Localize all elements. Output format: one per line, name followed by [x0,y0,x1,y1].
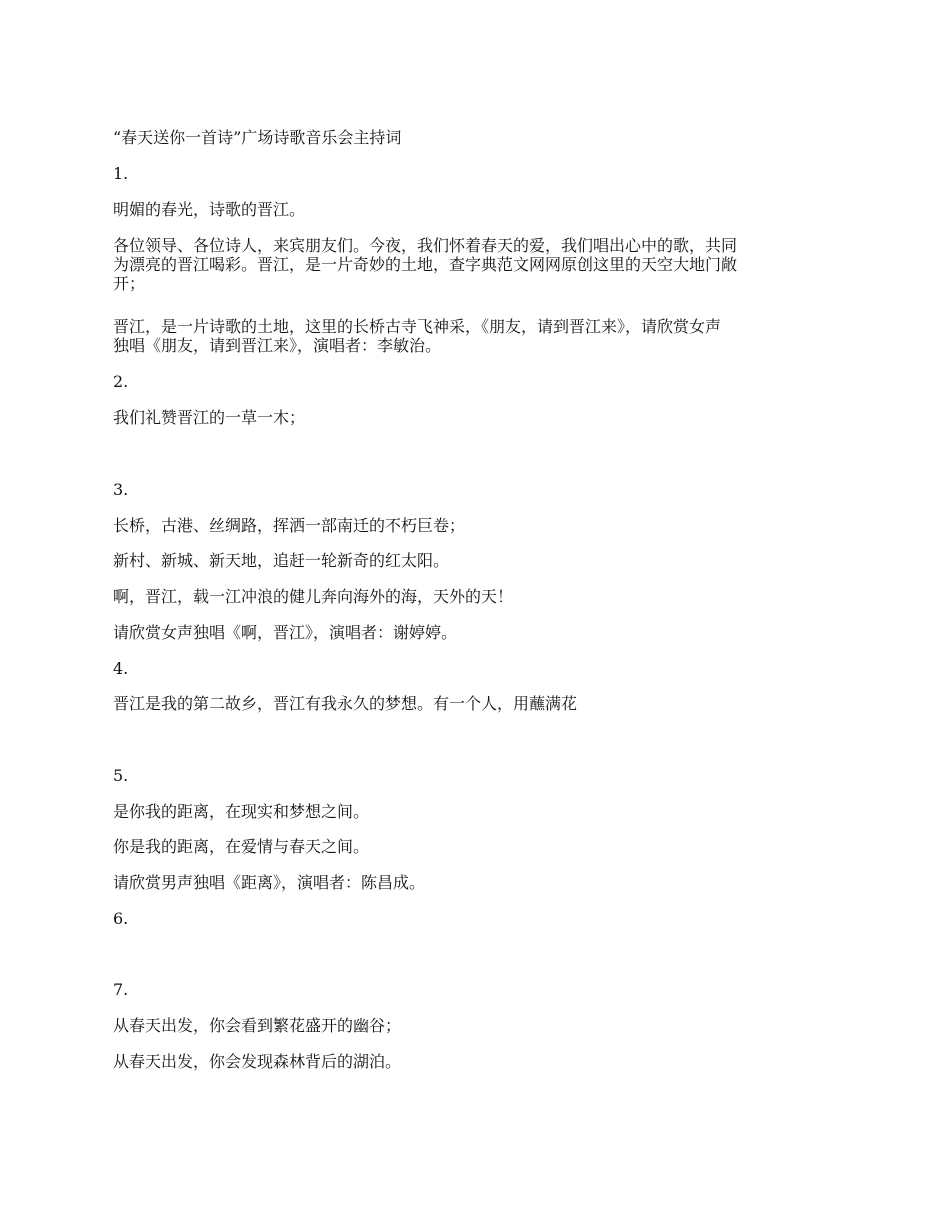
paragraph: 你是我的距离，在爱情与春天之间。 [113,837,370,856]
paragraph: 我们礼赞晋江的一草一木； [113,408,306,427]
paragraph: 晋江是我的第二故乡，晋江有我永久的梦想。有一个人，用蘸满花 [113,694,578,713]
paragraph: 从春天出发，你会发现森林背后的湖泊。 [113,1052,402,1071]
paragraph: 啊，晋江，载一江冲浪的健儿奔向海外的海，天外的天！ [113,587,514,606]
section-number-3: 3. [113,480,129,499]
paragraph-line: 开； [113,274,146,293]
paragraph: 请欣赏男声独唱《距离》，演唱者：陈昌成。 [113,873,426,892]
paragraph: 新村、新城、新天地，追赶一轮新奇的红太阳。 [113,551,450,570]
section-number-6: 6. [113,909,129,928]
section-number-4: 4. [113,659,129,678]
section-number-1: 1. [113,164,129,183]
paragraph: 是你我的距离，在现实和梦想之间。 [113,802,370,821]
paragraph: 明媚的春光，诗歌的晋江。 [113,200,306,219]
paragraph: 长桥，古港、丝绸路，挥洒一部南迁的不朽巨卷； [113,516,466,535]
paragraph: 从春天出发，你会看到繁花盛开的幽谷； [113,1016,402,1035]
section-number-7: 7. [113,980,129,999]
document-title: “春天送你一首诗”广场诗歌音乐会主持词 [113,128,402,147]
paragraph-line: 各位领导、各位诗人，来宾朋友们。今夜，我们怀着春天的爱，我们唱出心中的歌，共同 [113,236,738,255]
paragraph-line: 为漂亮的晋江喝彩。晋江，是一片奇妙的土地，查字典范文网网原创这里的天空大地门敞 [113,255,738,274]
paragraph-line: 独唱《朋友，请到晋江来》，演唱者：李敏治。 [113,336,442,355]
paragraph-line: 晋江，是一片诗歌的土地，这里的长桥古寺飞神采，《朋友，请到晋江来》，请欣赏女声 [113,317,722,336]
section-number-2: 2. [113,372,129,391]
section-number-5: 5. [113,766,129,785]
paragraph: 请欣赏女声独唱《啊，晋江》，演唱者：谢婷婷。 [113,623,458,642]
